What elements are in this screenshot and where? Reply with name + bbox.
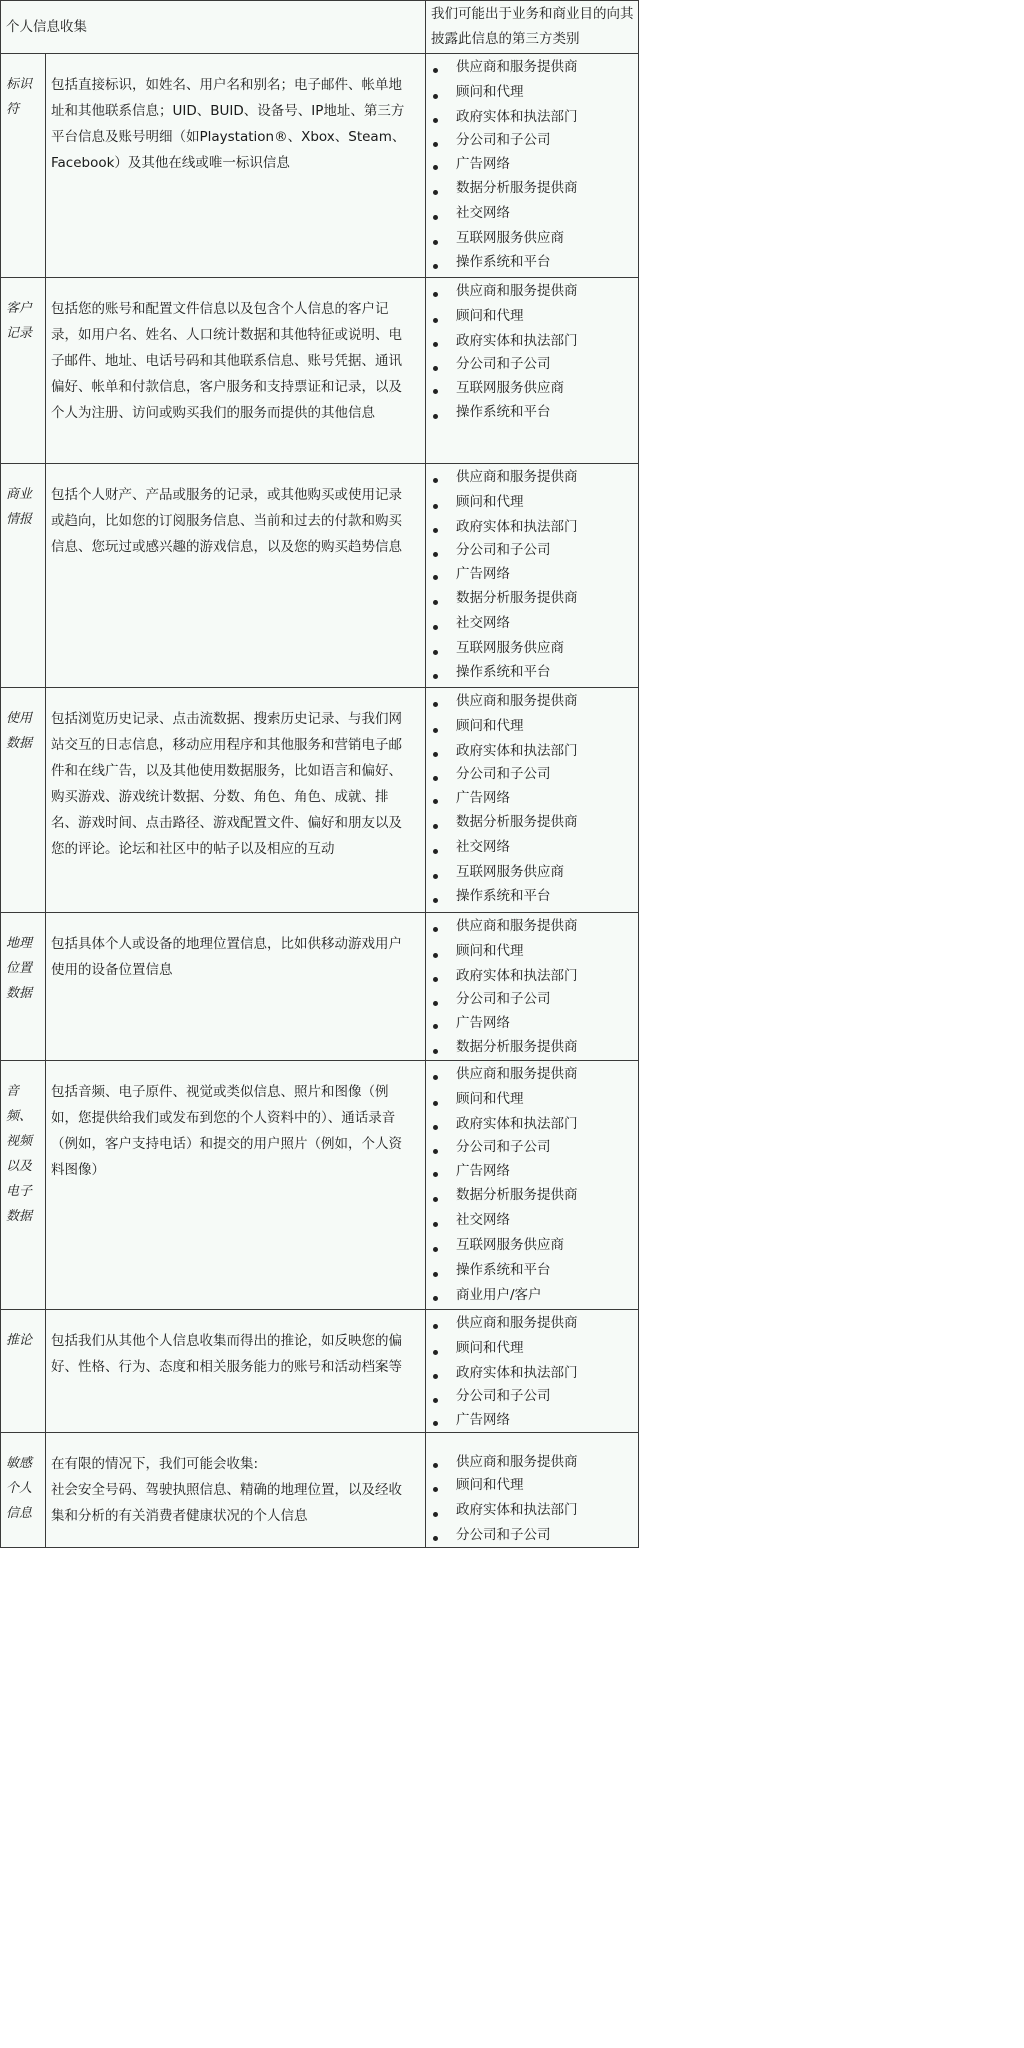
third-party-list <box>426 913 638 1060</box>
third-party-item: 分公司和子公司 <box>426 1136 638 1159</box>
third-party-item: 社交网络 <box>426 1208 638 1233</box>
category-description <box>46 1433 426 1548</box>
third-party-item: 顾问和代理 <box>426 1473 638 1498</box>
third-party-item: 操作系统和平台 <box>426 885 638 908</box>
third-party-item: 社交网络 <box>426 835 638 860</box>
category-label: 敏感个人信息 <box>1 1433 46 1548</box>
third-party-item: 供应商和服务提供商 <box>426 1061 638 1087</box>
third-party-item: 操作系统和平台 <box>426 1258 638 1283</box>
third-party-item: 政府实体和执法部门 <box>426 964 638 988</box>
personal-info-table <box>0 0 639 1548</box>
header-third-party: 我们可能出于业务和商业目的向其披露此信息的第三方类别 <box>426 1 639 54</box>
third-party-item: 顾问和代理 <box>426 1336 638 1361</box>
third-party-item: 分公司和子公司 <box>426 763 638 786</box>
third-party-item: 顾问和代理 <box>426 304 638 329</box>
third-party-item: 互联网服务供应商 <box>426 1233 638 1258</box>
third-party-item: 操作系统和平台 <box>426 400 638 425</box>
category-label: 标识符 <box>1 54 46 278</box>
third-party-item: 广告网络 <box>426 1011 638 1035</box>
third-party-item: 供应商和服务提供商 <box>426 1451 638 1473</box>
table-row-audio-visual <box>1 1061 639 1310</box>
description-text: 在有限的情况下，我们可能会收集: <box>51 1456 259 1472</box>
third-party-item: 政府实体和执法部门 <box>426 329 638 353</box>
third-party-item: 分公司和子公司 <box>426 1385 638 1408</box>
third-party-item: 政府实体和执法部门 <box>426 1361 638 1385</box>
third-party-item: 供应商和服务提供商 <box>426 54 638 80</box>
category-label: 推论 <box>1 1310 46 1433</box>
category-description <box>46 913 426 1061</box>
third-party-item: 政府实体和执法部门 <box>426 105 638 129</box>
third-party-item: 广告网络 <box>426 786 638 810</box>
description-text: 包括直接标识，如姓名、用户名和别名；电子邮件、帐单地址和其他联系信息；UID、BUID、设备号、IP地址、第三方平台信息及账号明细（如Playstation®、Xbox、Steam、Facebook）及其他在线或唯一标识信息 <box>51 77 406 171</box>
third-party-item: 广告网络 <box>426 562 638 586</box>
category-label: 使用数据 <box>1 688 46 913</box>
third-party-cell <box>426 1310 639 1433</box>
third-party-list <box>426 688 638 908</box>
category-label: 音频、视频以及电子数据 <box>1 1061 46 1310</box>
third-party-item: 互联网服务供应商 <box>426 376 638 400</box>
third-party-item: 政府实体和执法部门 <box>426 515 638 539</box>
third-party-item: 供应商和服务提供商 <box>426 464 638 490</box>
category-label: 地理位置数据 <box>1 913 46 1061</box>
table-row-usage-data <box>1 688 639 913</box>
third-party-cell <box>426 54 639 278</box>
category-description <box>46 1061 426 1310</box>
third-party-item: 互联网服务供应商 <box>426 226 638 251</box>
category-description <box>46 1310 426 1433</box>
third-party-cell <box>426 913 639 1061</box>
third-party-list <box>426 54 638 274</box>
table-row-geolocation <box>1 913 639 1061</box>
third-party-item: 社交网络 <box>426 201 638 226</box>
table-row-commercial-info <box>1 464 639 688</box>
third-party-item: 数据分析服务提供商 <box>426 1035 638 1060</box>
third-party-item: 分公司和子公司 <box>426 539 638 562</box>
third-party-item: 数据分析服务提供商 <box>426 1183 638 1208</box>
third-party-item: 供应商和服务提供商 <box>426 278 638 304</box>
third-party-cell <box>426 464 639 688</box>
third-party-item: 顾问和代理 <box>426 714 638 739</box>
third-party-item: 分公司和子公司 <box>426 129 638 152</box>
third-party-item: 互联网服务供应商 <box>426 636 638 661</box>
category-description <box>46 54 426 278</box>
third-party-list <box>426 1310 638 1432</box>
third-party-item: 供应商和服务提供商 <box>426 913 638 939</box>
table-row-identifiers <box>1 54 639 278</box>
third-party-item: 政府实体和执法部门 <box>426 1112 638 1136</box>
table-header-row <box>1 1 639 54</box>
header-collection: 个人信息收集 <box>1 1 426 54</box>
third-party-item: 广告网络 <box>426 1159 638 1183</box>
third-party-item: 操作系统和平台 <box>426 251 638 274</box>
third-party-item: 供应商和服务提供商 <box>426 688 638 714</box>
third-party-item: 政府实体和执法部门 <box>426 1498 638 1523</box>
third-party-item: 分公司和子公司 <box>426 1523 638 1547</box>
third-party-item: 顾问和代理 <box>426 80 638 105</box>
description-text: 社会安全号码、驾驶执照信息、精确的地理位置，以及经收集和分析的有关消费者健康状况的个人信息 <box>51 1482 402 1524</box>
category-description <box>46 688 426 913</box>
third-party-list <box>426 278 638 425</box>
third-party-list <box>426 1433 638 1547</box>
description-text: 包括浏览历史记录、点击流数据、搜索历史记录、与我们网站交互的日志信息，移动应用程序和其他服务和营销电子邮件和在线广告，以及其他使用数据服务，比如语言和偏好、购买游戏、游戏统计数据、分数、角色、角色、成就、排名、游戏时间、点击路径、游戏配置文件、偏好和朋友以及您的评论。论坛和社区中的帖子以及相应的互动 <box>51 711 402 857</box>
third-party-item: 数据分析服务提供商 <box>426 586 638 611</box>
third-party-cell <box>426 1433 639 1548</box>
third-party-item: 互联网服务供应商 <box>426 860 638 885</box>
third-party-item: 顾问和代理 <box>426 490 638 515</box>
category-description <box>46 464 426 688</box>
category-description <box>46 278 426 464</box>
third-party-list <box>426 464 638 684</box>
third-party-cell <box>426 278 639 464</box>
third-party-list <box>426 1061 638 1307</box>
third-party-item: 数据分析服务提供商 <box>426 810 638 835</box>
description-text: 包括具体个人或设备的地理位置信息，比如供移动游戏用户使用的设备位置信息 <box>51 936 402 978</box>
category-label: 商业情报 <box>1 464 46 688</box>
third-party-item: 广告网络 <box>426 152 638 176</box>
third-party-item: 社交网络 <box>426 611 638 636</box>
third-party-item: 操作系统和平台 <box>426 661 638 684</box>
third-party-item: 数据分析服务提供商 <box>426 176 638 201</box>
table-row-sensitive-info <box>1 1433 639 1548</box>
table-row-inferences <box>1 1310 639 1433</box>
description-text: 包括您的账号和配置文件信息以及包含个人信息的客户记录，如用户名、姓名、人口统计数据和其他特征或说明、电子邮件、地址、电话号码和其他联系信息、账号凭据、通讯偏好、帐单和付款信息，客户服务和支持票证和记录，以及个人为注册、访问或购买我们的服务而提供的其他信息 <box>51 301 402 421</box>
third-party-cell <box>426 688 639 913</box>
third-party-item: 顾问和代理 <box>426 939 638 964</box>
table-row-customer-records <box>1 278 639 464</box>
category-label: 客户记录 <box>1 278 46 464</box>
third-party-item: 广告网络 <box>426 1408 638 1432</box>
third-party-cell <box>426 1061 639 1310</box>
third-party-item: 供应商和服务提供商 <box>426 1310 638 1336</box>
third-party-item: 分公司和子公司 <box>426 988 638 1011</box>
description-text: 包括音频、电子原件、视觉或类似信息、照片和图像（例如，您提供给我们或发布到您的个人资料中的）、通话录音（例如，客户支持电话）和提交的用户照片（例如，个人资料图像） <box>51 1084 402 1178</box>
third-party-item: 商业用户/客户 <box>426 1283 638 1307</box>
third-party-item: 顾问和代理 <box>426 1087 638 1112</box>
description-text: 包括个人财产、产品或服务的记录，或其他购买或使用记录或趋向，比如您的订阅服务信息、当前和过去的付款和购买信息、您玩过或感兴趣的游戏信息，以及您的购买趋势信息 <box>51 487 402 555</box>
description-text: 包括我们从其他个人信息收集而得出的推论，如反映您的偏好、性格、行为、态度和相关服务能力的账号和活动档案等 <box>51 1333 402 1375</box>
third-party-item: 政府实体和执法部门 <box>426 739 638 763</box>
third-party-item: 分公司和子公司 <box>426 353 638 376</box>
